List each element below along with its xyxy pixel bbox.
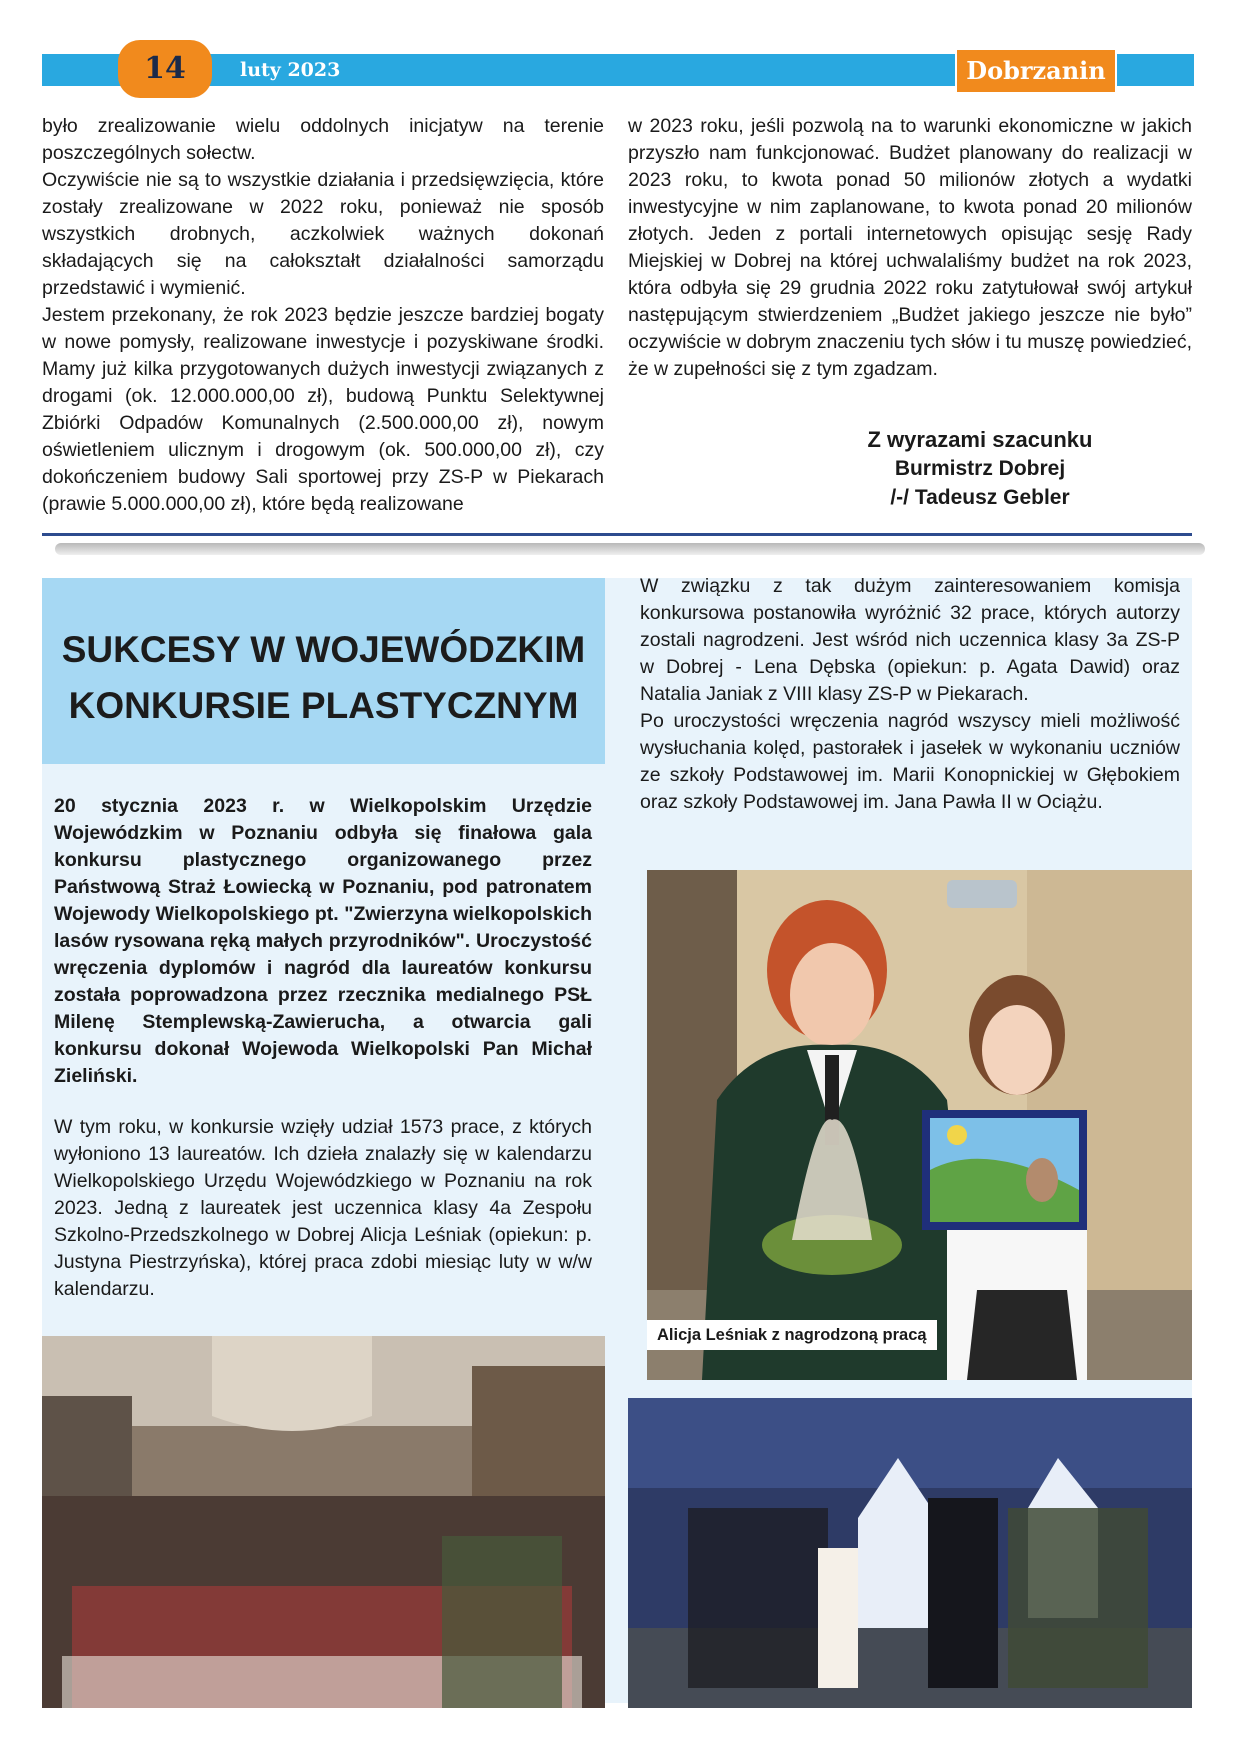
body-paragraph: Po uroczystości wręczenia nagród wszyscy mieli możliwość wysłuchania kolęd, pastorałek i jasełek w wykonaniu uczniów ze szkoły Podstawowej im. Marii Konopnickiej w Głębokiem oraz szkoły Podstawowej im. Jana Pawła II w Ociążu. — [640, 710, 1180, 813]
divider-shadow — [55, 543, 1205, 555]
letter-right-column — [628, 113, 1192, 383]
page-number: 14 — [118, 40, 212, 98]
letter-paragraph: w 2023 roku, jeśli pozwolą na to warunki ekonomiczne w jakich przyszło nam funkcjonować. Budżet planowany do realizacji w 2023 roku, to kwota ponad 50 milionów złotych a wydatki inwestycyjne w nim zaplanowane, to kwota ponad 20 milionów złotych. Jeden z portali internetowych opisując sesję Rady Miejskiej w Dobrej na której uchwalaliśmy budżet na rok 2023, która odbyła się 29 grudnia 2022 roku zatytułował swój artykuł następującym stwierdzeniem „Budżet jakiego jeszcze nie było” oczywiście w dobrym znaczeniu tych słów i tu muszę powiedzieć, że w zupełności się z tym zgadzam. — [628, 115, 1192, 380]
article-title-box — [42, 578, 605, 764]
signature-name: /-/ Tadeusz Gebler — [890, 486, 1070, 509]
photo-gala-group — [42, 1336, 605, 1708]
article-body-right — [640, 573, 1180, 816]
body-paragraph: W związku z tak dużym zainteresowaniem komisja konkursowa postanowiła wyróżnić 32 prace, których autorzy zostali nagrodzeni. Jest wśród nich uczennica klasy 3a ZS-P w Dobrej - Lena Dębska (opiekun: p. Agata Dawid) oraz Natalia Janiak z VIII klasy ZS-P w Piekarach. — [640, 575, 1180, 705]
letter-paragraph: było zrealizowanie wielu oddolnych inicjatyw na terenie poszczególnych sołectw. — [42, 115, 604, 164]
letter-left-column — [42, 113, 604, 518]
section-divider — [42, 533, 1192, 536]
article-lead — [54, 793, 592, 1090]
letter-paragraph: Oczywiście nie są to wszystkie działania i przedsięwzięcia, które zostały zrealizowane w 2022 roku, ponieważ nie sposób wszystkich drobnych, aczkolwiek ważnych dokonań składających się na całokształt działalności samorządu przedstawić i wymienić. — [42, 169, 604, 299]
article-title — [42, 622, 605, 734]
article-body-left — [54, 1114, 592, 1303]
letter-paragraph: Jestem przekonany, że rok 2023 będzie jeszcze bardziej bogaty w nowe pomysły, realizowane inwestycje i pozyskiwane środki. Mamy już kilka przygotowanych dużych inwestycji związanych z drogami (ok. 12.000.000,00 zł), budową Punktu Selektywnej Zbiórki Odpadów Komunalnych (2.500.000,00 zł), nowym oświetleniem ulicznym i drogowym (ok. 500.000,00 zł), czy dokończeniem budowy Sali sportowej przy ZS-P w Piekarach (prawie 5.000.000,00 zł), które będą realizowane — [42, 304, 604, 515]
photo-caption: Alicja Leśniak z nagrodzoną pracą — [647, 1320, 937, 1350]
article-title-line: KONKURSIE PLASTYCZNYM — [68, 685, 579, 726]
issue-date: luty 2023 — [240, 59, 341, 81]
lead-paragraph: 20 stycznia 2023 r. w Wielkopolskim Urzędzie Wojewódzkim w Poznaniu odbyła się finałowa gala konkursu plastycznego organizowanego przez Państwową Straż Łowiecką w Poznaniu, pod patronatem Wojewody Wielkopolskiego pt. "Zwierzyna wielkopolskich lasów rysowana ręką małych przyrodników". Uroczystość wręczenia dyplomów i nagród dla laureatów konkursu została poprowadzona przez rzecznika medialnego PSŁ Milenę Stemplewską-Zawierucha, a otwarcia gali konkursu dokonał Wojewoda Wielkopolski Pan Michał Zieliński. — [54, 795, 592, 1087]
signature-block — [800, 425, 1160, 512]
publication-name: Dobrzanin — [955, 48, 1117, 94]
signature-role: Burmistrz Dobrej — [894, 457, 1066, 480]
article-title-line: SUKCESY W WOJEWÓDZKIM — [61, 629, 586, 670]
photo-laureates-group — [628, 1398, 1192, 1708]
body-paragraph: W tym roku, w konkursie wzięły udział 1573 prace, z których wyłoniono 13 laureatów. Ich dzieła znalazły się w kalendarzu Wielkopolskiego Urzędu Wojewódzkiego w Poznaniu na rok 2023. Jedną z laureatek jest uczennica klasy 4a Zespołu Szkolno-Przedszkolnego w Dobrej Alicja Leśniak (opiekun: p. Justyna Piestrzyńska), której praca zdobi miesiąc luty w w/w kalendarzu. — [54, 1116, 592, 1300]
signature-closing: Z wyrazami szacunku — [867, 427, 1093, 452]
photo-laureate-with-artwork — [647, 870, 1192, 1380]
